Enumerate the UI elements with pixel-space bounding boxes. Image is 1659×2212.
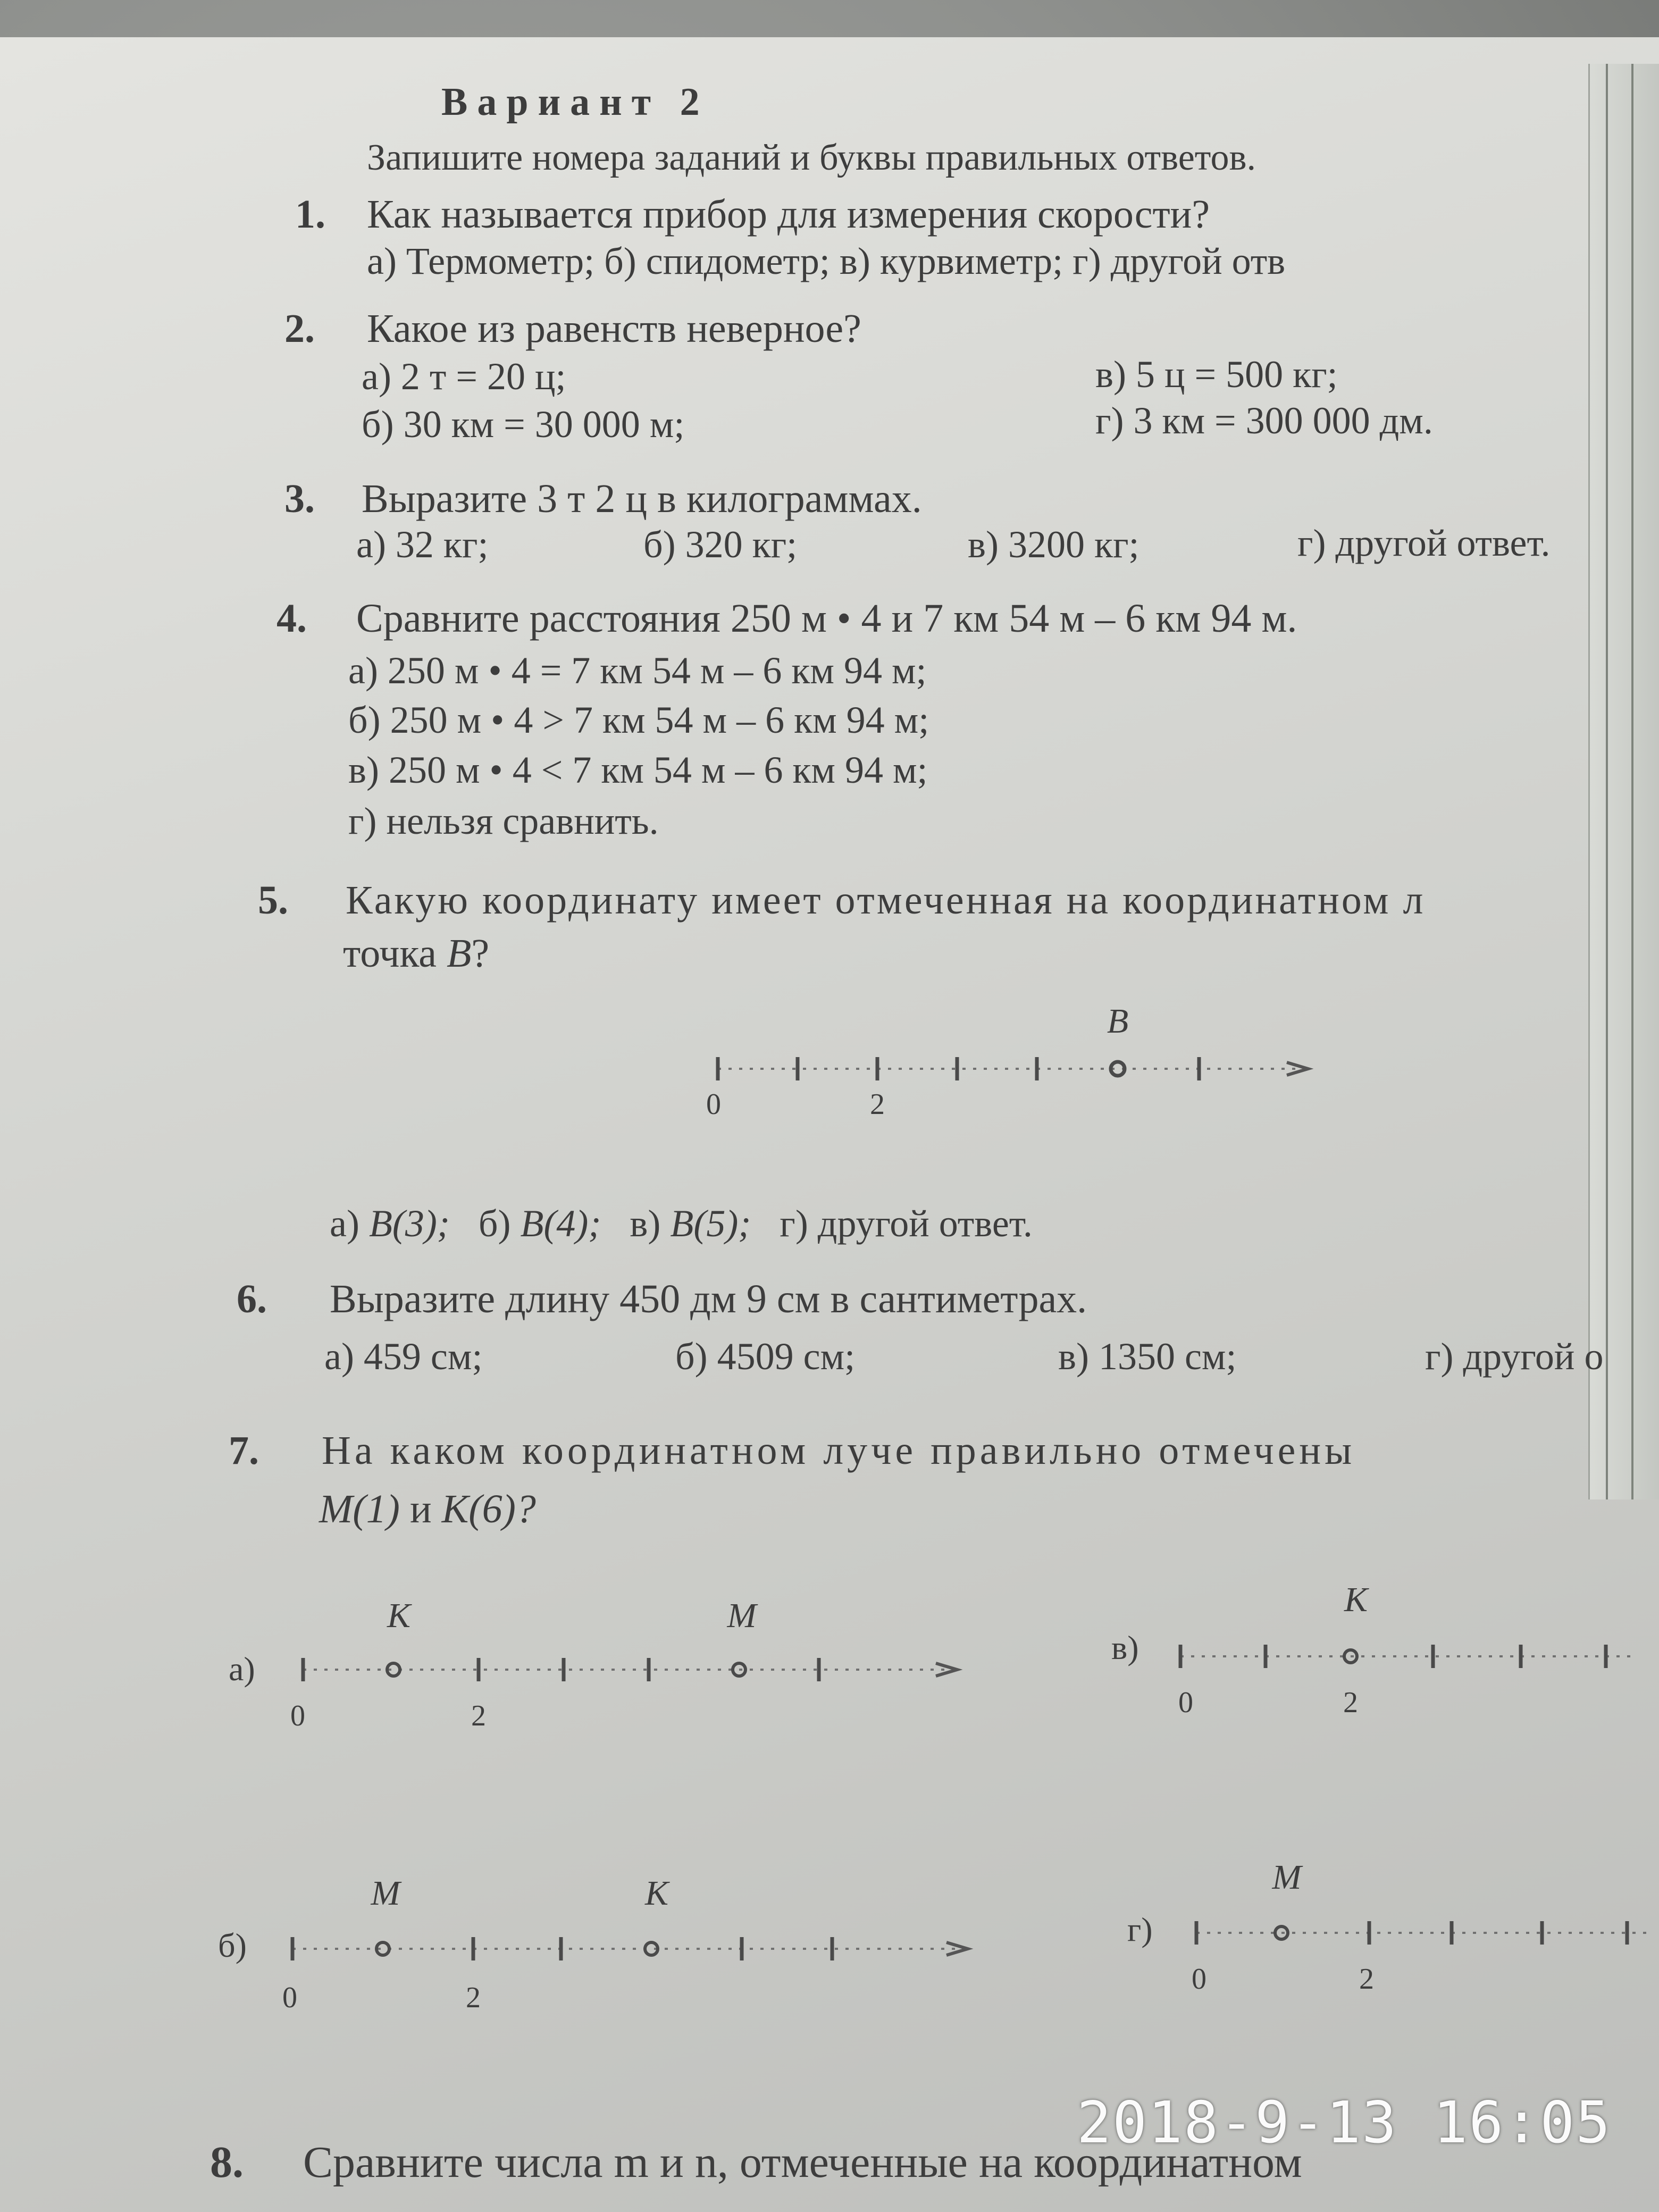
q5-prefix-v: в) xyxy=(630,1202,661,1245)
ray-g-label: г) xyxy=(1127,1911,1153,1948)
question-4-option-g: г) нельзя сравнить. xyxy=(348,800,659,842)
ray-label-0: 0 xyxy=(706,1088,721,1121)
question-3-text: Выразите 3 т 2 ц в килограммах. xyxy=(362,476,922,521)
ray-a-point-k: K xyxy=(387,1596,411,1635)
question-5-qmark: ? xyxy=(471,931,490,976)
question-7-text-line2 xyxy=(319,1489,536,1529)
ray-option-v xyxy=(1106,1579,1643,1739)
question-6-number: 6. xyxy=(237,1277,267,1321)
ray-ticks xyxy=(718,1057,1199,1080)
question-4-option-a: а) 250 м • 4 = 7 км 54 м – 6 км 94 м; xyxy=(348,649,927,692)
question-6-option-v: в) 1350 см; xyxy=(1058,1335,1237,1378)
question-5-text-line2 xyxy=(343,933,489,974)
question-2-number: 2. xyxy=(284,306,315,351)
ray-b-label-2: 2 xyxy=(466,1981,481,2014)
q5-option-v: B(5); xyxy=(670,1202,751,1245)
question-5-text-prefix: точка xyxy=(343,931,437,976)
variant-title: Вариант 2 xyxy=(441,80,709,124)
ray-point-b: B xyxy=(1107,1002,1129,1041)
question-2-option-g: г) 3 км = 300 000 дм. xyxy=(1095,399,1433,442)
ray-g-point-m: M xyxy=(1272,1858,1302,1897)
ray-v-label-0: 0 xyxy=(1178,1686,1193,1719)
question-2-option-b: б) 30 км = 30 000 м; xyxy=(362,403,685,446)
ray-b-label: б) xyxy=(218,1926,247,1964)
ray-option-g xyxy=(1127,1856,1654,2015)
q5-option-g: г) другой ответ. xyxy=(780,1202,1033,1245)
q5-option-a: B(3); xyxy=(368,1202,450,1245)
question-6-option-a: а) 459 см; xyxy=(324,1335,483,1378)
ray-a-label: а) xyxy=(229,1650,255,1688)
question-2-option-a: а) 2 т = 20 ц; xyxy=(362,355,566,398)
ray-v-label: в) xyxy=(1111,1629,1139,1666)
ray-b-point-k: K xyxy=(644,1874,669,1913)
ray-b-point-m: M xyxy=(371,1874,400,1913)
ray-a-label-0: 0 xyxy=(290,1699,305,1732)
ray-v-point-k: K xyxy=(1344,1580,1368,1619)
adjacent-book-edge xyxy=(1588,64,1659,1499)
q7-point-m: M(1) xyxy=(319,1487,400,1531)
q7-point-k: K(6)? xyxy=(441,1487,536,1531)
ray-option-a xyxy=(223,1590,994,1749)
question-3-option-v: в) 3200 кг; xyxy=(968,523,1139,566)
question-3-option-a: а) 32 кг; xyxy=(356,523,489,566)
question-2-option-v: в) 5 ц = 500 кг; xyxy=(1095,353,1338,396)
ray-label-2: 2 xyxy=(870,1088,885,1121)
question-7-number: 7. xyxy=(229,1428,259,1473)
ray-g-label-2: 2 xyxy=(1359,1963,1374,1996)
question-5-coordinate-ray xyxy=(681,1000,1345,1138)
question-3-option-g: г) другой ответ. xyxy=(1297,522,1551,564)
instruction-text: Запишите номера заданий и буквы правильных ответов. xyxy=(367,137,1256,178)
question-1-options: а) Термометр; б) спидометр; в) курвиметр; г) другой отв xyxy=(367,240,1286,282)
ray-a-label-2: 2 xyxy=(471,1699,486,1732)
question-1-text: Как называется прибор для измерения скорости? xyxy=(367,192,1210,237)
ray-arrow-icon xyxy=(1287,1062,1308,1075)
question-8-number: 8. xyxy=(210,2138,244,2187)
question-3-option-b: б) 320 кг; xyxy=(643,523,798,566)
question-3-number: 3. xyxy=(284,476,315,521)
question-1-number: 1. xyxy=(295,192,325,237)
ray-v-label-2: 2 xyxy=(1343,1686,1358,1719)
question-5-text-line1: Какую координату имеет отмеченная на координатном л xyxy=(346,878,1426,923)
question-8-text: Сравните числа m и n, отмеченные на координатном xyxy=(303,2138,1302,2187)
q5-option-b: B(4); xyxy=(520,1202,601,1245)
ray-option-b xyxy=(213,1866,984,2026)
question-6-text: Выразите длину 450 дм 9 см в сантиметрах. xyxy=(330,1277,1087,1321)
question-4-number: 4. xyxy=(276,596,307,641)
ray-a-point-m: M xyxy=(727,1596,757,1635)
ray-g-label-0: 0 xyxy=(1192,1963,1206,1996)
question-5-number: 5. xyxy=(258,878,288,923)
ray-b-label-0: 0 xyxy=(282,1981,297,2014)
question-6-option-g: г) другой о xyxy=(1425,1335,1604,1378)
question-5-options xyxy=(330,1204,1033,1243)
question-4-option-b: б) 250 м • 4 > 7 км 54 м – 6 км 94 м; xyxy=(348,699,929,741)
question-6-option-b: б) 4509 см; xyxy=(675,1335,856,1378)
question-2-text: Какое из равенств неверное? xyxy=(367,306,861,351)
q5-prefix-b: б) xyxy=(478,1202,511,1245)
q5-prefix-a: а) xyxy=(330,1202,359,1245)
q7-and: и xyxy=(409,1487,432,1531)
question-4-text: Сравните расстояния 250 м • 4 и 7 км 54 м – 6 км 94 м. xyxy=(356,596,1297,641)
question-7-text-line1: На каком координатном луче правильно отмечены xyxy=(322,1428,1356,1473)
question-4-option-v: в) 250 м • 4 < 7 км 54 м – 6 км 94 м; xyxy=(348,749,928,791)
photo-timestamp: 2018-9-13 16:05 xyxy=(1077,2090,1612,2156)
point-b-label: B xyxy=(446,931,472,976)
